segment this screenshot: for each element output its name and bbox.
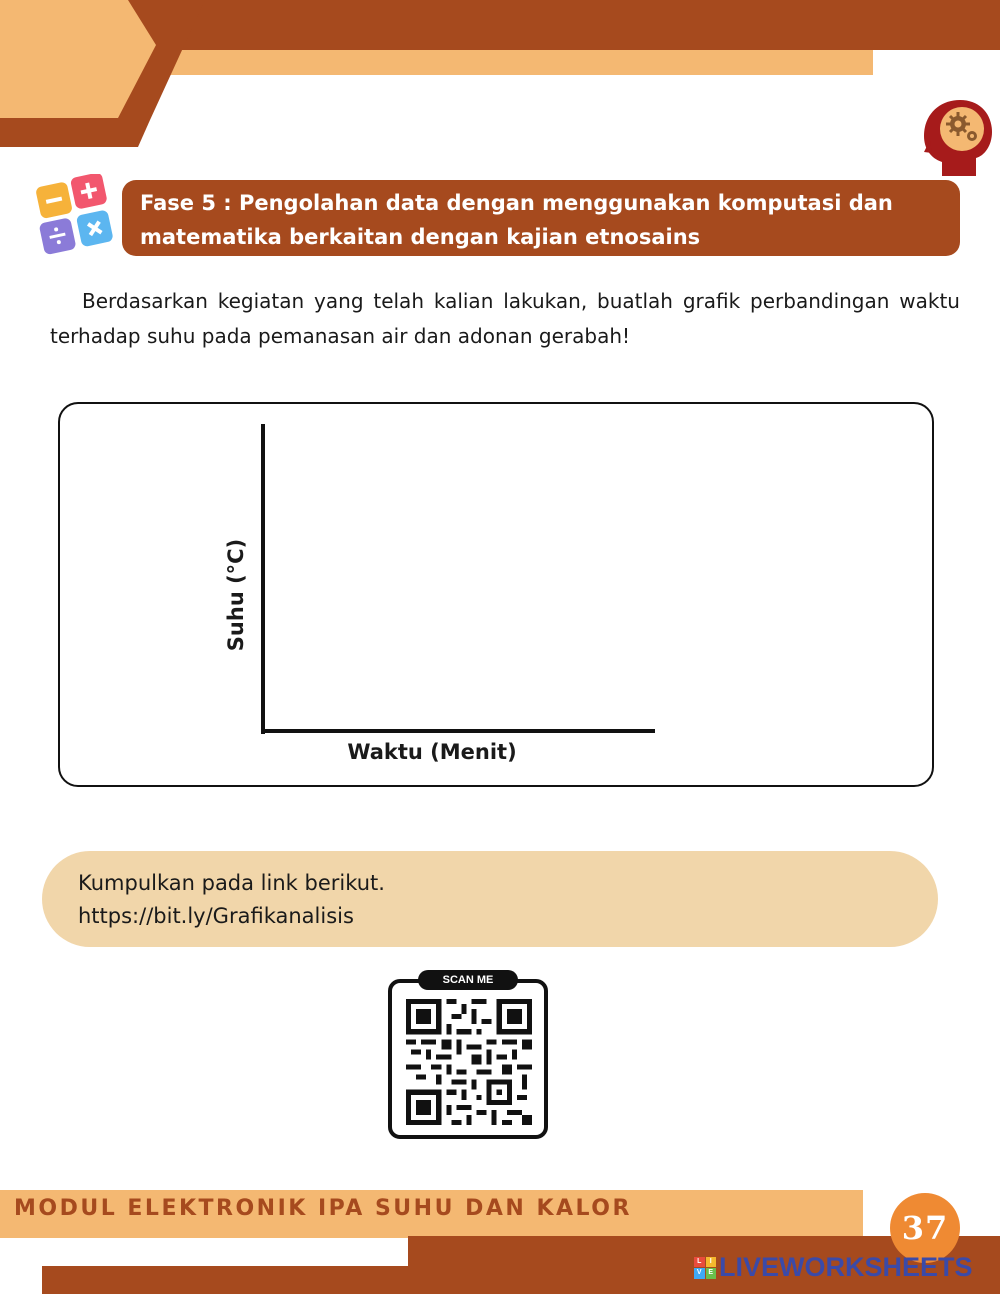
logo-letter-l: L <box>694 1257 705 1268</box>
scan-me-tag: SCAN ME <box>418 970 518 990</box>
y-axis-line <box>261 424 265 734</box>
logo-letter-e: E <box>706 1268 717 1279</box>
brain-gear-icon <box>920 96 994 178</box>
phase-title-line-2: matematika berkaitan dengan kajian etnosains <box>140 225 701 249</box>
header-decoration <box>0 0 1000 150</box>
x-axis-line <box>261 729 655 733</box>
x-axis-label: Waktu (Menit) <box>347 740 517 764</box>
phase-title-line-1: Fase 5 : Pengolahan data dengan menggunakan komputasi dan <box>140 191 893 215</box>
brand-name: LIVEWORKSHEETS <box>719 1252 973 1282</box>
logo-letter-i: I <box>706 1257 717 1268</box>
logo-letter-v: V <box>694 1268 705 1279</box>
qr-code[interactable] <box>388 970 548 1140</box>
instruction-text: Berdasarkan kegiatan yang telah kalian lakukan, buatlah grafik perbandingan waktu terhadap suhu pada pemanasan air dan adonan gerabah! <box>50 289 960 348</box>
y-axis-label: Suhu (°C) <box>224 538 248 652</box>
qr-pattern <box>406 999 532 1125</box>
page-number: 37 <box>890 1193 960 1263</box>
submission-note <box>42 851 938 947</box>
submission-instruction: Kumpulkan pada link berikut. <box>78 871 385 895</box>
submission-link[interactable]: https://bit.ly/Grafikanalisis <box>78 904 354 928</box>
qr-frame <box>388 979 548 1139</box>
liveworksheets-brand[interactable] <box>694 1252 973 1283</box>
phase-banner <box>122 180 960 256</box>
liveworksheets-logo-icon <box>694 1257 716 1279</box>
module-title: MODUL ELEKTRONIK IPA SUHU DAN KALOR <box>14 1196 632 1221</box>
math-operators-icon <box>30 174 122 260</box>
